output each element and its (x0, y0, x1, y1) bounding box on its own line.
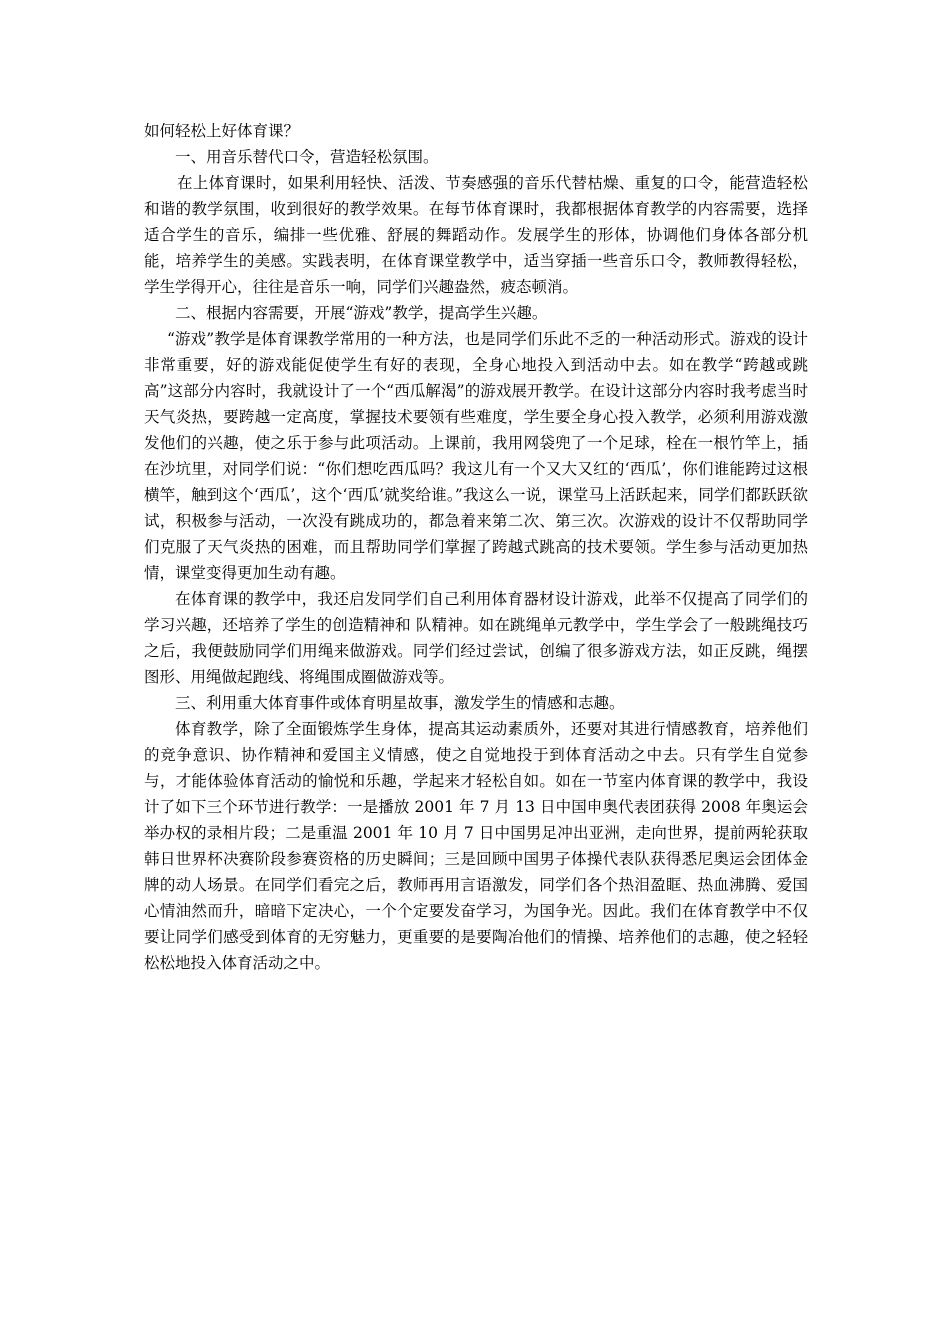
section-heading-2: 二、根据内容需要，开展“游戏”教学，提高学生兴趣。 (175, 304, 548, 322)
document-title: 如何轻松上好体育课？ (144, 122, 300, 140)
section-2-paragraph-2: 在体育课的教学中，我还启发同学们自己利用体育器材设计游戏，此举不仅提高了同学们的学习兴趣，还培养了学生的创造精神和 队精神。如在跳绳单元教学中，学生学会了一般跳绳技巧之后，我便鼓励同学们用绳来做游戏。同学们经过尝试，创编了很多游戏方法，如正反跳，绳摆图形、用绳做起跑线、将绳围成圈做游戏等。 (144, 590, 808, 686)
document-page (144, 118, 808, 976)
section-1-paragraph-1: 在上体育课时，如果利用轻快、活泼、节奏感强的音乐代替枯燥、重复的口令，能营造轻松和谐的教学氛围，收到很好的教学效果。在每节体育课时，我都根据体育教学的内容需要，选择适合学生的音乐，编排一些优雅、舒展的舞蹈动作。发展学生的形体，协调他们身体各部分机能，培养学生的美感。实践表明，在体育课堂教学中，适当穿插一些音乐口令，教师教得轻松，学生学得开心，往往是音乐一响，同学们兴趣盎然，疲态顿消。 (144, 174, 808, 296)
section-heading-1: 一、用音乐替代口令，营造轻松氛围。 (175, 148, 439, 166)
section-heading-3: 三、利用重大体育事件或体育明星故事，激发学生的情感和志趣。 (175, 694, 625, 712)
section-2-paragraph-1: “游戏”教学是体育课教学常用的一种方法，也是同学们乐此不乏的一种活动形式。游戏的设计非常重要，好的游戏能促使学生有好的表现，全身心地投入到活动中去。如在教学“跨越或跳高”这部分内容时，我就设计了一个“西瓜解渴”的游戏展开教学。在设计这部分内容时我考虑当时天气炎热，要跨越一定高度，掌握技术要领有些难度，学生要全身心投入教学，必须利用游戏激发他们的兴趣，使之乐于参与此项活动。上课前，我用网袋兜了一个足球，栓在一根竹竿上，插在沙坑里，对同学们说：“你们想吃西瓜吗？我这儿有一个又大又红的‘西瓜’，你们谁能跨过这根横竿，触到这个‘西瓜’，这个‘西瓜’就奖给谁。”我这么一说，课堂马上活跃起来，同学们都跃跃欲试，积极参与活动，一次没有跳成功的，都急着来第二次、第三次。次游戏的设计不仅帮助同学们克服了天气炎热的困难，而且帮助同学们掌握了跨越式跳高的技术要领。学生参与活动更加热情，课堂变得更加生动有趣。 (144, 330, 808, 582)
section-3-paragraph-1: 体育教学，除了全面锻炼学生身体，提高其运动素质外，还要对其进行情感教育，培养他们的竞争意识、协作精神和爱国主义情感，使之自觉地投于到体育活动之中去。只有学生自觉参与，才能体验体育活动的愉悦和乐趣，学起来才轻松自如。如在一节室内体育课的教学中，我设计了如下三个环节进行教学：一是播放 2001 年 7 月 13 日中国申奥代表团获得 2008 年奥运会举办权的录相片段；二是重温 2001 年 10 月 7 日中国男足冲出亚洲，走向世界，提前两轮获取韩日世界杯决赛阶段参赛资格的历史瞬间；三是回顾中国男子体操代表队获得悉尼奥运会团体金牌的动人场景。在同学们看完之后，教师再用言语激发，同学们各个热泪盈眶、热血沸腾、爱国心情油然而升，暗暗下定决心，一个个定要发奋学习，为国争光。因此。我们在体育教学中不仅要让同学们感受到体育的无穷魅力，更重要的是要陶冶他们的情操、培养他们的志趣，使之轻轻松松地投入体育活动之中。 (144, 720, 808, 972)
